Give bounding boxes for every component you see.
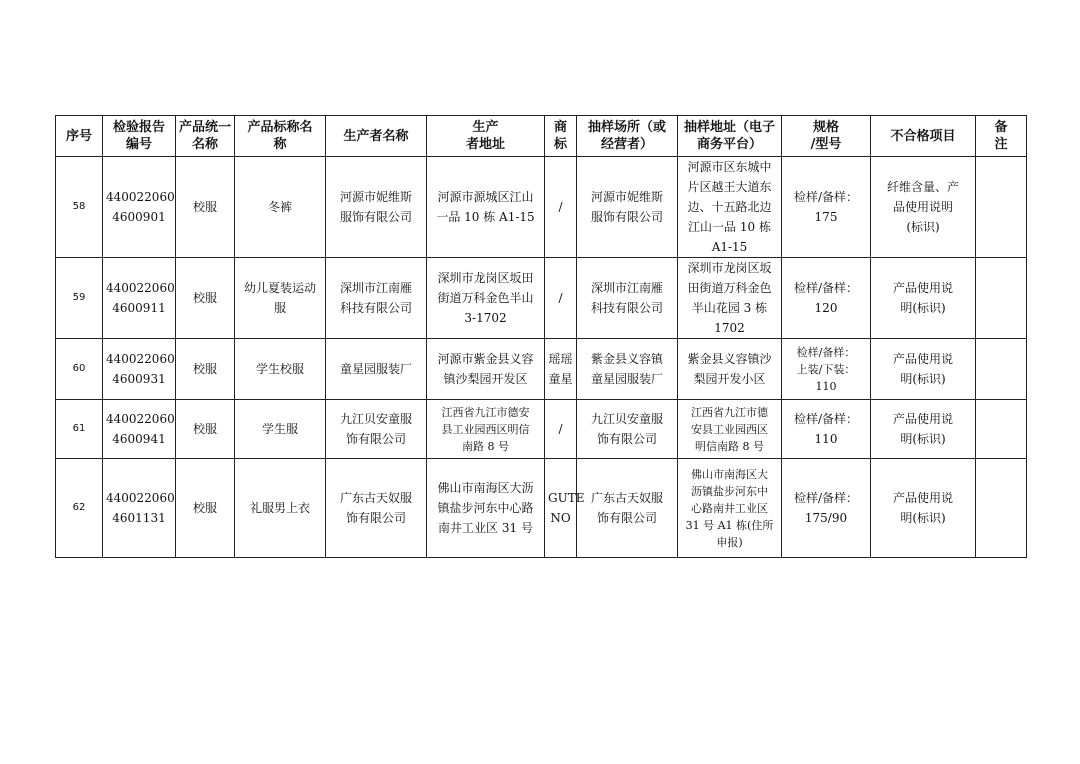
table-row [56, 339, 1027, 400]
cell-trademark: 瑶瑶 童星 [545, 339, 577, 400]
cell-spec: 检样/备样： 上装/下装： 110 [782, 339, 871, 400]
cell-report-no: 440022060 4600931 [103, 339, 176, 400]
cell-sampling-address: 河源市区东城中 片区越王大道东 边、十五路北边 江山一品 10 栋 A1-15 [678, 157, 782, 258]
header-sampling-address: 抽样地址（电子 商务平台） [678, 116, 782, 157]
cell-spec: 检样/备样： 110 [782, 400, 871, 459]
cell-failed-items: 产品使用说 明(标识) [871, 258, 976, 339]
cell-sampling-address: 江西省九江市德 安县工业园西区 明信南路 8 号 [678, 400, 782, 459]
cell-producer-address: 深圳市龙岗区坂田 街道万科金色半山 3-1702 [427, 258, 545, 339]
cell-sampling-address: 佛山市南海区大 沥镇盐步河东中 心路南井工业区 31 号 A1 栋(住所 申报) [678, 459, 782, 558]
header-failed-items: 不合格项目 [871, 116, 976, 157]
cell-spec: 检样/备样： 175/90 [782, 459, 871, 558]
cell-remark [976, 157, 1027, 258]
cell-producer: 九江贝安童服 饰有限公司 [326, 400, 427, 459]
cell-producer-address: 江西省九江市德安 县工业园西区明信 南路 8 号 [427, 400, 545, 459]
header-sampling-site: 抽样场所（或 经营者） [577, 116, 678, 157]
cell-seq: 61 [56, 400, 103, 459]
table-header-row [56, 116, 1027, 157]
header-trademark: 商标 [545, 116, 577, 157]
cell-unified-name: 校服 [176, 339, 235, 400]
inspection-results-table [55, 115, 1027, 558]
cell-producer-address: 河源市紫金县义容 镇沙梨园开发区 [427, 339, 545, 400]
cell-remark [976, 400, 1027, 459]
cell-spec: 检样/备样： 175 [782, 157, 871, 258]
cell-nominal-name: 冬裤 [235, 157, 326, 258]
cell-trademark: GUTE NO [545, 459, 577, 558]
cell-failed-items: 产品使用说 明(标识) [871, 400, 976, 459]
cell-spec: 检样/备样： 120 [782, 258, 871, 339]
cell-sampling-site: 广东古天奴服 饰有限公司 [577, 459, 678, 558]
cell-seq: 58 [56, 157, 103, 258]
cell-sampling-address: 深圳市龙岗区坂 田街道万科金色 半山花园 3 栋 1702 [678, 258, 782, 339]
cell-failed-items: 纤维含量、产 品使用说明 (标识) [871, 157, 976, 258]
cell-producer: 广东古天奴服 饰有限公司 [326, 459, 427, 558]
cell-remark [976, 339, 1027, 400]
cell-remark [976, 258, 1027, 339]
cell-unified-name: 校服 [176, 157, 235, 258]
cell-producer: 童星园服装厂 [326, 339, 427, 400]
cell-sampling-site: 九江贝安童服 饰有限公司 [577, 400, 678, 459]
cell-nominal-name: 学生服 [235, 400, 326, 459]
header-producer-address: 生产 者地址 [427, 116, 545, 157]
cell-seq: 62 [56, 459, 103, 558]
cell-report-no: 440022060 4601131 [103, 459, 176, 558]
cell-seq: 60 [56, 339, 103, 400]
cell-failed-items: 产品使用说 明(标识) [871, 339, 976, 400]
cell-trademark: / [545, 157, 577, 258]
cell-sampling-site: 河源市妮维斯 服饰有限公司 [577, 157, 678, 258]
cell-report-no: 440022060 4600911 [103, 258, 176, 339]
header-seq: 序号 [56, 116, 103, 157]
header-spec: 规格 /型号 [782, 116, 871, 157]
cell-trademark: / [545, 400, 577, 459]
table-row [56, 157, 1027, 258]
table-row [56, 459, 1027, 558]
cell-unified-name: 校服 [176, 459, 235, 558]
cell-producer-address: 佛山市南海区大沥 镇盐步河东中心路 南井工业区 31 号 [427, 459, 545, 558]
cell-sampling-site: 紫金县义容镇 童星园服装厂 [577, 339, 678, 400]
cell-unified-name: 校服 [176, 258, 235, 339]
cell-producer: 深圳市江南雁 科技有限公司 [326, 258, 427, 339]
cell-seq: 59 [56, 258, 103, 339]
table-row [56, 258, 1027, 339]
header-nominal-name: 产品标称名 称 [235, 116, 326, 157]
cell-producer: 河源市妮维斯 服饰有限公司 [326, 157, 427, 258]
header-remark: 备 注 [976, 116, 1027, 157]
cell-nominal-name: 礼服男上衣 [235, 459, 326, 558]
header-unified-name: 产品统一 名称 [176, 116, 235, 157]
cell-report-no: 440022060 4600941 [103, 400, 176, 459]
cell-sampling-site: 深圳市江南雁 科技有限公司 [577, 258, 678, 339]
header-producer: 生产者名称 [326, 116, 427, 157]
header-report-no: 检验报告 编号 [103, 116, 176, 157]
cell-report-no: 440022060 4600901 [103, 157, 176, 258]
cell-sampling-address: 紫金县义容镇沙 梨园开发小区 [678, 339, 782, 400]
cell-producer-address: 河源市源城区江山 一品 10 栋 A1-15 [427, 157, 545, 258]
cell-remark [976, 459, 1027, 558]
table-row [56, 400, 1027, 459]
cell-unified-name: 校服 [176, 400, 235, 459]
cell-nominal-name: 学生校服 [235, 339, 326, 400]
cell-nominal-name: 幼儿夏装运动 服 [235, 258, 326, 339]
cell-trademark: / [545, 258, 577, 339]
cell-failed-items: 产品使用说 明(标识) [871, 459, 976, 558]
